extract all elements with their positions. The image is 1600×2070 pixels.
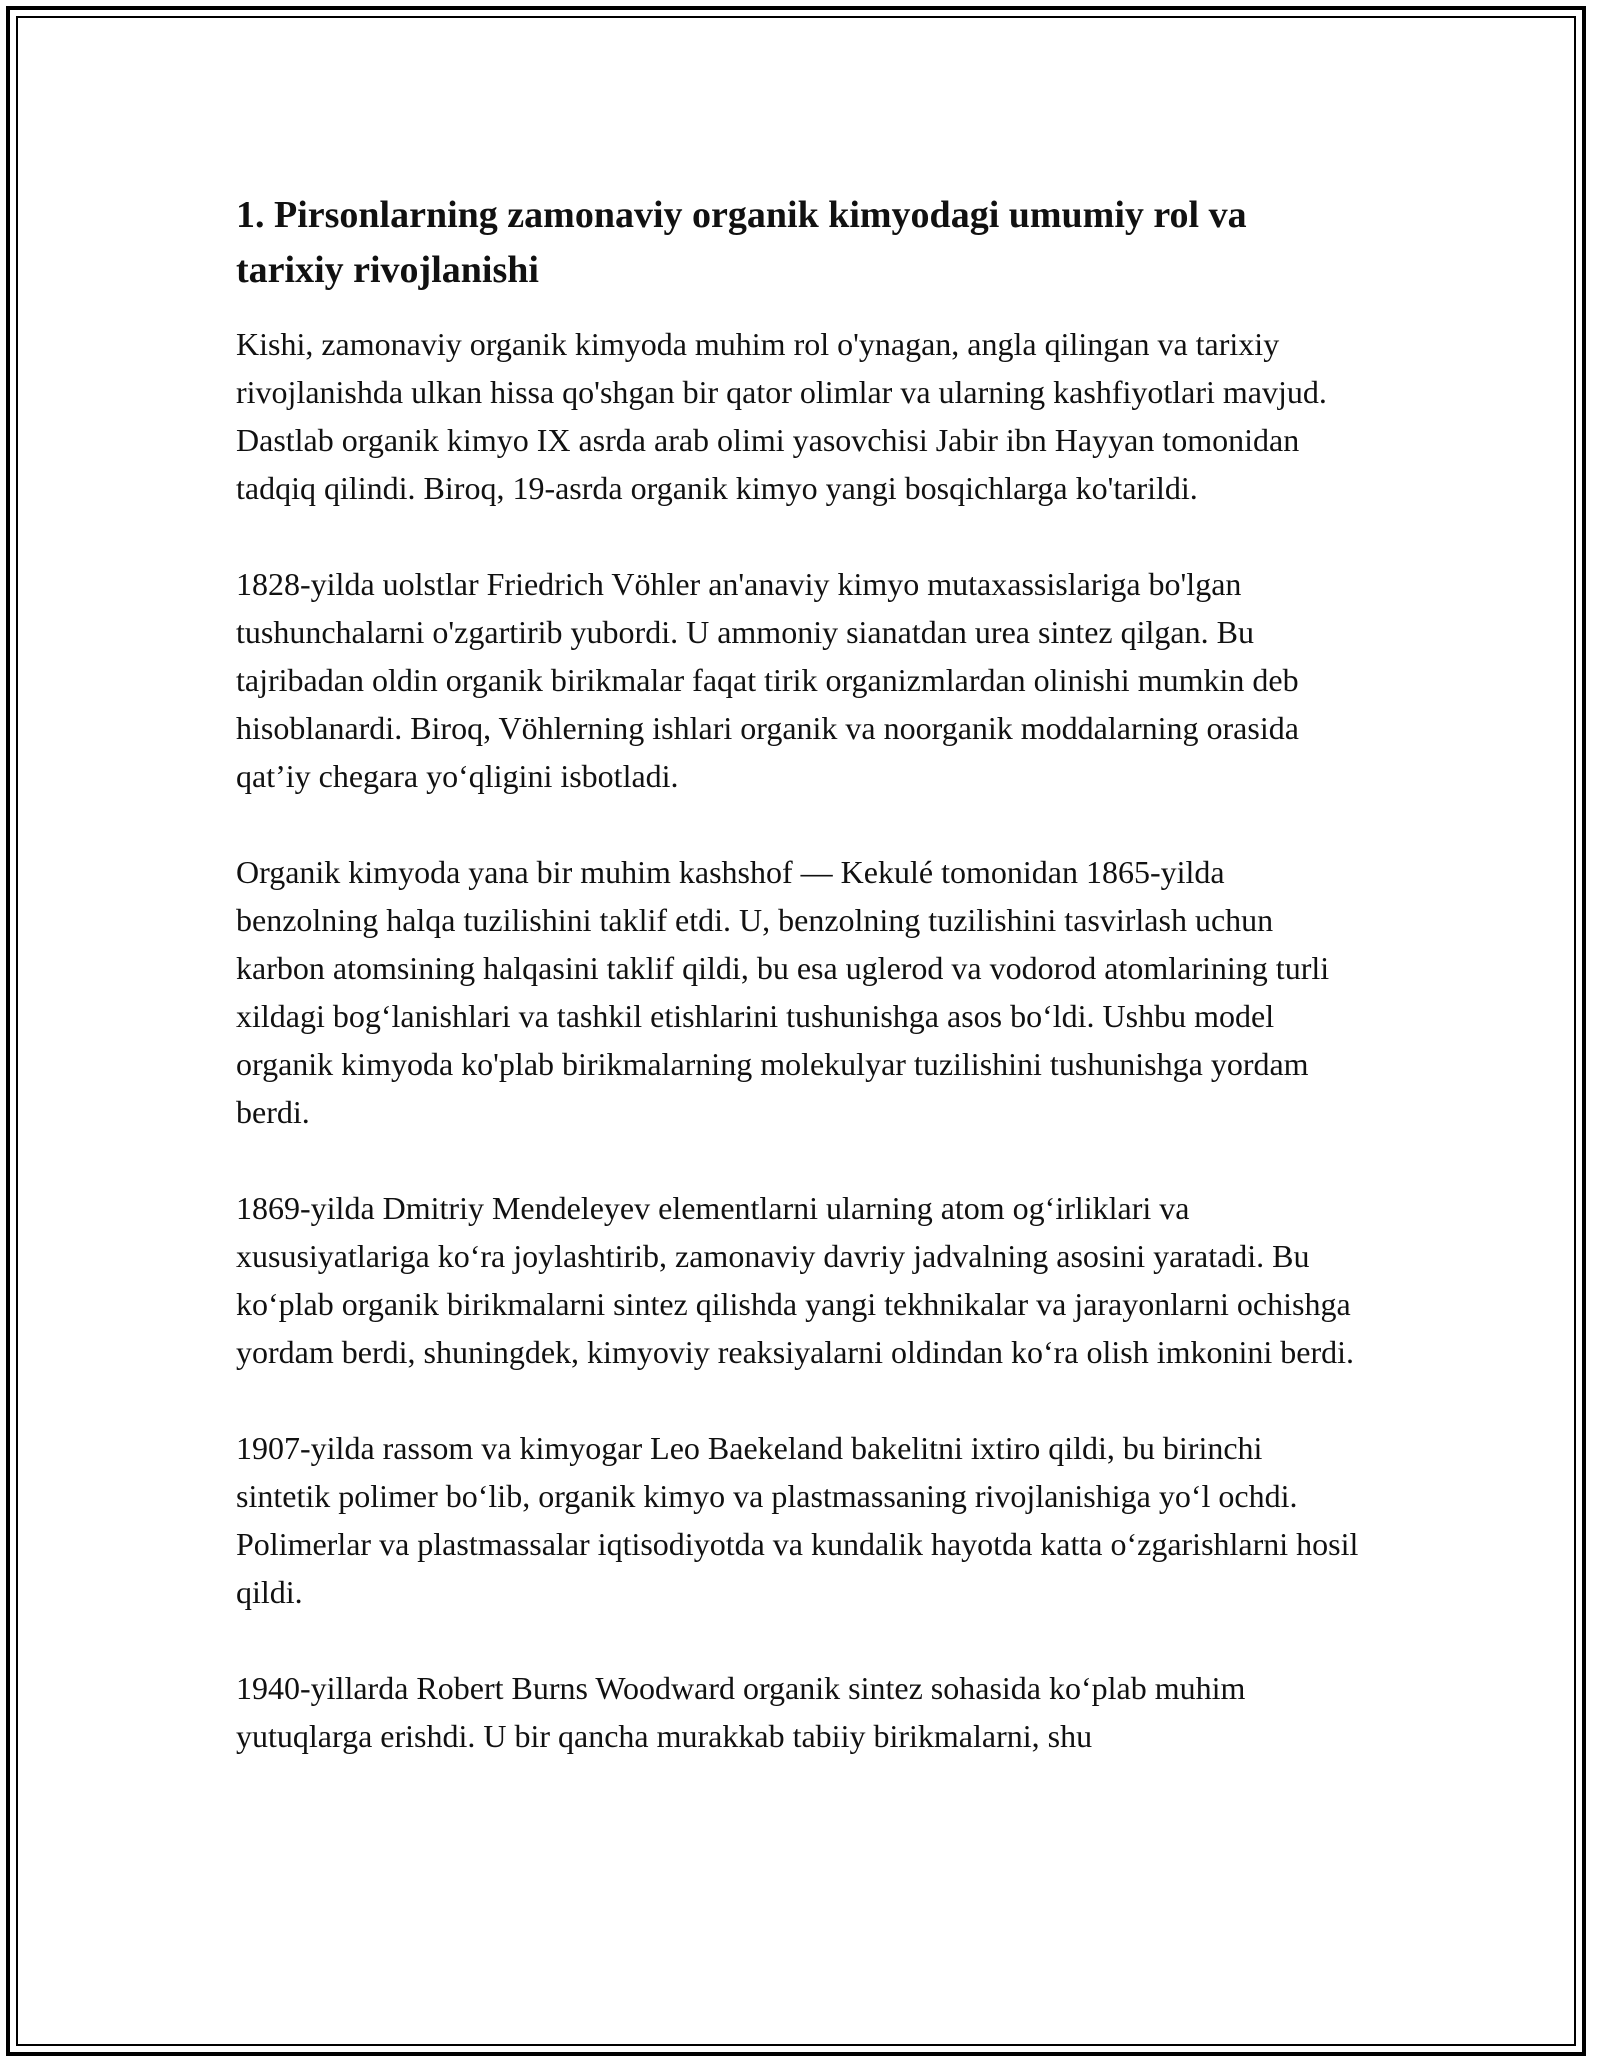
document-body	[236, 188, 1360, 1808]
paragraph-woodward: 1940-yillarda Robert Burns Woodward organik sintez sohasida ko‘plab muhim yutuqlarga erishdi. U bir qancha murakkab tabiiy birikmalarni, shu	[236, 1670, 1246, 1754]
paragraph-kekule: Organik kimyoda yana bir muhim kashshof — Kekulé tomonidan 1865-yilda benzolning halqa tuzilishini taklif etdi. U, benzolning tuzilishini tasvirlash uchun karbon atomsining halqasini taklif qildi, bu esa uglerod va vodorod atomlarining turli xildagi bog‘lanishlari va tashkil etishlarini tushunishga asos bo‘ldi. Ushbu model organik kimyoda ko'plab birikmalarning molekulyar tuzilishini tushunishga yordam berdi.	[236, 854, 1330, 1130]
paragraph-intro: Kishi, zamonaviy organik kimyoda muhim rol o'ynagan, angla qilingan va tarixiy rivojlanishda ulkan hissa qo'shgan bir qator olimlar va ularning kashfiyotlari mavjud. Dastlab organik kimyo IX asrda arab olimi yasovchisi Jabir ibn Hayyan tomonidan tadqiq qilindi. Biroq, 19-asrda organik kimyo yangi bosqichlarga ko'tarildi.	[236, 326, 1327, 506]
paragraph-baekeland: 1907-yilda rassom va kimyogar Leo Baekeland bakelitni ixtiro qildi, bu birinchi sintetik polimer bo‘lib, organik kimyo va plastmassaning rivojlanishiga yo‘l ochdi. Polimerlar va plastmassalar iqtisodiyotda va kundalik hayotda katta o‘zgarishlarni hosil qildi.	[236, 1430, 1359, 1610]
paragraph-wohler: 1828-yilda uolstlar Friedrich Vöhler an'anaviy kimyo mutaxassislariga bo'lgan tushunchalarni o'zgartirib yubordi. U ammoniy sianatdan urea sintez qilgan. Bu tajribadan oldin organik birikmalar faqat tirik organizmlardan olinishi mumkin deb hisoblanardi. Biroq, Vöhlerning ishlari organik va noorganik moddalarning orasida qat’iy chegara yo‘qligini isbotladi.	[236, 566, 1299, 794]
section-heading: 1. Pirsonlarning zamonaviy organik kimyodagi umumiy rol va tarixiy rivojlanishi	[236, 194, 1247, 291]
paragraph-mendeleyev: 1869-yilda Dmitriy Mendeleyev elementlarni ularning atom og‘irliklari va xususiyatlariga ko‘ra joylashtirib, zamonaviy davriy jadvalning asosini yaratadi. Bu ko‘plab organik birikmalarni sintez qilishda yangi tekhnikalar va jarayonlarni ochishga yordam berdi, shuningdek, kimyoviy reaksiyalarni oldindan ko‘ra olish imkonini berdi.	[236, 1190, 1355, 1370]
